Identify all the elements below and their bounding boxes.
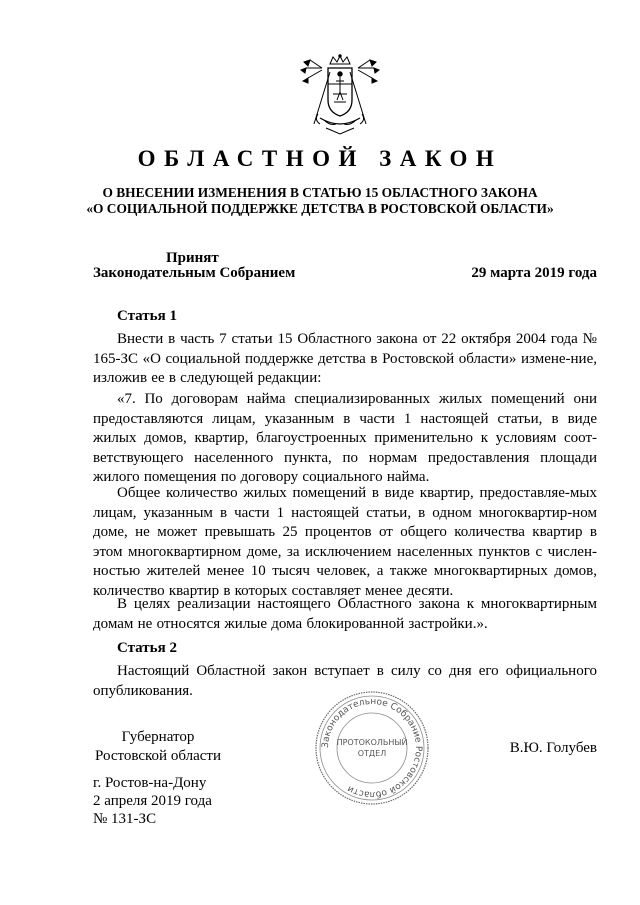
article-2-heading: Статья 2 (117, 640, 177, 656)
article-1-heading: Статья 1 (117, 308, 177, 324)
stamp-center-line-1: ПРОТОКОЛЬНЫЙ (336, 738, 408, 747)
signatory-position-line-2: Ростовской области (95, 748, 221, 764)
document-subtitle (40, 185, 600, 217)
adopted-label: Принят (166, 250, 219, 266)
subtitle-line-2: «О СОЦИАЛЬНОЙ ПОДДЕРЖКЕ ДЕТСТВА В РОСТОВСКОЙ ОБЛАСТИ» (86, 201, 554, 216)
signing-date: 2 апреля 2019 года (93, 793, 212, 809)
adoption-date: 29 марта 2019 года (471, 265, 597, 281)
article-1-paragraph: В целях реализации настоящего Областного закона к многоквартирным домам не относятся жилые дома блокированной застройки.». (93, 596, 597, 632)
official-stamp (313, 689, 431, 807)
place-and-date (93, 774, 212, 828)
article-2-paragraph: Настоящий Областной закон вступает в силу со дня его официального опубликования. (93, 663, 597, 699)
law-number: № 131-ЗС (93, 811, 157, 827)
document-title: ОБЛАСТНОЙ ЗАКОН (137, 146, 503, 171)
coat-of-arms-emblem (300, 54, 380, 136)
signatory-name: В.Ю. Голубев (509, 740, 597, 756)
adopted-by: Законодательным Собранием (93, 265, 296, 281)
city: г. Ростов-на-Дону (93, 775, 207, 791)
stamp-ring-text: Законодательное Собрание Ростовской области (320, 696, 424, 800)
article-1-paragraph: «7. По договорам найма специализированных жилых помещений они предоставляются лицам, указанным в части 1 настоящей статьи, в виде жилых домов, квартир, благоустроенных применительно к условиям соот-ветствующего населенного пункта, по нормам предоставления площади жилого помещения по договору социального найма. (93, 391, 597, 485)
stamp-center-line-2: ОТДЕЛ (357, 749, 387, 758)
signatory-position (93, 728, 223, 766)
article-1-paragraph: Общее количество жилых помещений в виде квартир, предоставляе-мых лицам, указанным в части 1 настоящей статьи, в одном многоквартир-ном доме, не может превышать 25 процентов от общего количества квартир в этом многоквартирном доме, за исключением населенных пунктов с числен-ностью жителей менее 10 тысяч человек, а также многоквартирных домов, количество квартир в которых составляет менее десяти. (93, 485, 597, 599)
article-1-paragraph: Внести в часть 7 статьи 15 Областного закона от 22 октября 2004 года № 165-ЗС «О социальной поддержке детства в Ростовской области» измене-ние, изложив ее в следующей редакции: (93, 331, 597, 386)
signatory-position-line-1: Губернатор (121, 729, 195, 745)
subtitle-line-1: О ВНЕСЕНИИ ИЗМЕНЕНИЯ В СТАТЬЮ 15 ОБЛАСТНОГО ЗАКОНА (102, 185, 538, 200)
